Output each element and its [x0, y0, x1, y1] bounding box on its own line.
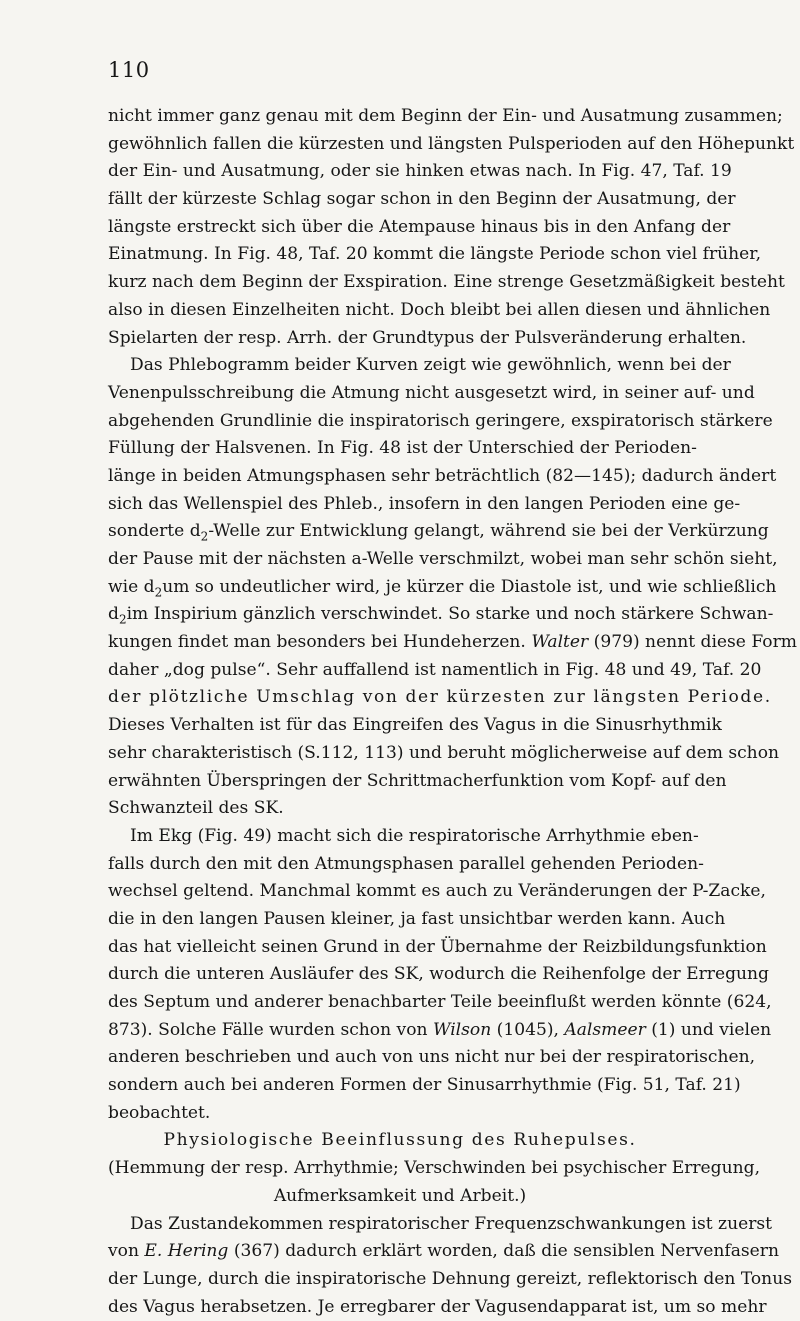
section-subtitle: (Hemmung der resp. Arrhythmie; Verschwinden bei psychischer Erregung,: [108, 1158, 761, 1179]
text-line: Spielarten der resp. Arrh. der Grundtypus der Pulsveränderung erhalten.: [108, 327, 747, 348]
text-line: beobachtet.: [108, 1102, 211, 1123]
text-line: fällt der kürzeste Schlag sogar schon in den Beginn der Ausatmung, der: [108, 189, 736, 210]
section-heading: Physiologische Beeinflussung des Ruhepulses.: [163, 1130, 637, 1151]
text-line: anderen beschrieben und auch von uns nicht nur bei der respiratorischen,: [108, 1047, 756, 1068]
body-text: [108, 103, 797, 1321]
text-line: das hat vielleicht seinen Grund in der Übernahme der Reizbildungsfunktion: [108, 936, 767, 957]
text-line: der Lunge, durch die inspiratorische Dehnung gereizt, reflektorisch den Tonus: [108, 1268, 792, 1289]
text-line: Das Phlebogramm beider Kurven zeigt wie gewöhnlich, wenn bei der: [130, 355, 731, 376]
text-line: Schwanzteil des SK.: [108, 798, 284, 819]
text-line: sich das Wellenspiel des Phleb., insofern in den langen Perioden eine ge-: [108, 493, 741, 514]
text-line: sonderte $d_2$-Welle zur Entwicklung gelangt, während sie bei der Verkürzung: [108, 521, 769, 544]
text-line: falls durch den mit den Atmungsphasen parallel gehenden Perioden-: [108, 853, 704, 874]
text-line: nicht immer ganz genau mit dem Beginn der Ein- und Ausatmung zusammen;: [108, 106, 783, 126]
text-line: daher „dog pulse“. Sehr auffallend ist namentlich in Fig. 48 und 49, Taf. 20: [108, 659, 762, 680]
text-line: sehr charakteristisch (S.112, 113) und beruht möglicherweise auf dem schon: [108, 742, 779, 763]
text-line: kungen findet man besonders bei Hundeherzen. Walter (979) nennt diese Form: [108, 632, 797, 653]
text-line: durch die unteren Ausläufer des SK, wodurch die Reihenfolge der Erregung: [108, 964, 769, 985]
text-line: gewöhnlich fallen die kürzesten und längsten Pulsperioden auf den Höhepunkt: [108, 133, 795, 154]
text-line: längste erstreckt sich über die Atempause hinaus bis in den Anfang der: [108, 216, 731, 237]
section-subtitle: Aufmerksamkeit und Arbeit.): [273, 1185, 527, 1206]
text-line: abgehenden Grundlinie die inspiratorisch geringere, exspiratorisch stärkere: [108, 410, 773, 431]
text-line: Dieses Verhalten ist für das Eingreifen des Vagus in die Sinusrhythmik: [108, 715, 722, 736]
text-line: $d_2im$ Inspirium gänzlich verschwindet. So starke und noch stärkere Schwan-: [108, 604, 774, 627]
text-line: Füllung der Halsvenen. In Fig. 48 ist der Unterschied der Perioden-: [108, 438, 697, 459]
text-line: länge in beiden Atmungsphasen sehr beträchtlich (82—145); dadurch ändert: [108, 465, 777, 486]
text-line: erwähnten Überspringen der Schrittmacherfunktion vom Kopf- auf den: [108, 770, 727, 791]
text-line: der Pause mit der nächsten a-Welle verschmilzt, wobei man sehr schön sieht,: [108, 549, 778, 569]
text-line: Venenpulsschreibung die Atmung nicht ausgesetzt wird, in seiner auf- und: [108, 382, 755, 403]
text-line: die in den langen Pausen kleiner, ja fast unsichtbar werden kann. Auch: [108, 908, 726, 929]
text-line: Das Zustandekommen respiratorischer Frequenzschwankungen ist zuerst: [130, 1213, 773, 1234]
page-number: 110: [108, 58, 150, 82]
text-line: von E. Hering (367) dadurch erklärt worden, daß die sensiblen Nervenfasern: [108, 1241, 779, 1262]
text-line: der plötzliche Umschlag von der kürzesten zur längsten Periode.: [108, 687, 772, 708]
text-line: kurz nach dem Beginn der Exspiration. Eine strenge Gesetzmäßigkeit besteht: [108, 272, 785, 293]
text-line: des Vagus herabsetzen. Je erregbarer der Vagusendapparat ist, um so mehr: [108, 1296, 767, 1317]
text-line: des Septum und anderer benachbarter Teile beeinflußt werden könnte (624,: [108, 992, 772, 1012]
text-line: wechsel geltend. Manchmal kommt es auch zu Veränderungen der P-Zacke,: [108, 881, 766, 902]
text-line: Im Ekg (Fig. 49) macht sich die respiratorische Arrhythmie eben-: [130, 825, 699, 846]
text-line: wie $d_2um$ so undeutlicher wird, je kürzer die Diastole ist, und wie schließlich: [108, 576, 777, 600]
text-line: 873). Solche Fälle wurden schon von Wilson (1045), Aalsmeer (1) und vielen: [108, 1019, 772, 1040]
text-line: der Ein- und Ausatmung, oder sie hinken etwas nach. In Fig. 47, Taf. 19: [108, 161, 732, 182]
text-line: Einatmung. In Fig. 48, Taf. 20 kommt die längste Periode schon viel früher,: [108, 244, 762, 265]
text-line: also in diesen Einzelheiten nicht. Doch bleibt bei allen diesen und ähnlichen: [108, 299, 771, 320]
text-line: sondern auch bei anderen Formen der Sinusarrhythmie (Fig. 51, Taf. 21): [108, 1075, 741, 1096]
